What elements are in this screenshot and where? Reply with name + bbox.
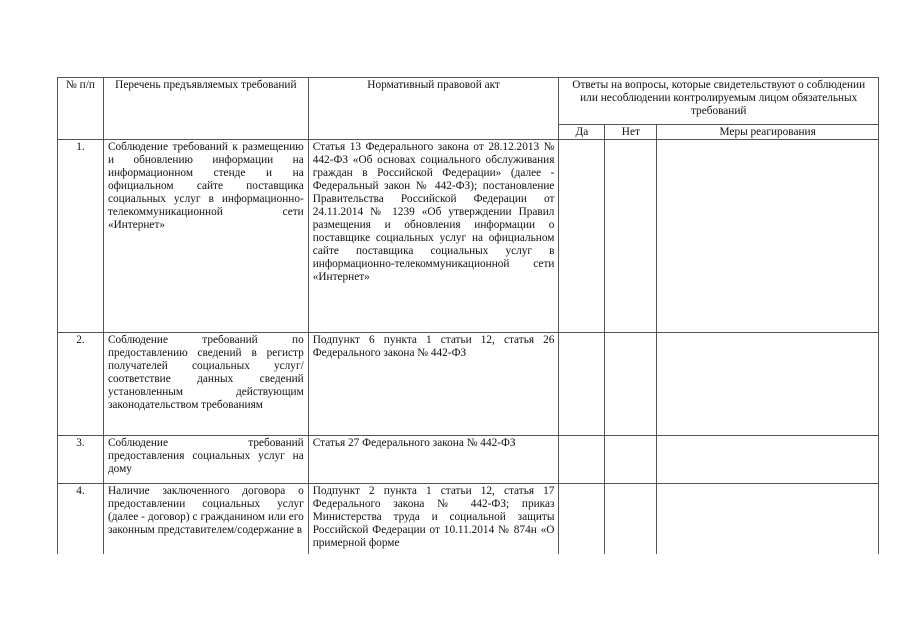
row-measures-cell [657, 333, 879, 436]
header-yes: Да [559, 125, 605, 140]
header-act: Нормативный правовой акт [308, 78, 559, 140]
row-yes-cell [559, 140, 605, 333]
row-num: 2. [58, 333, 104, 436]
table-row [58, 436, 879, 484]
row-act: Статья 13 Федерального закона от 28.12.2013 № 442-ФЗ «Об основах социального обслуживания граждан в Российской Федерации» (далее - Федеральный закон № 442-ФЗ); постановление Правительства Российской Федерации от 24.11.2014 № 1239 «Об утверждении Правил размещения и обновления информации о поставщике социальных услуг на официальном сайте поставщика социальных услуг в информационно-телекоммуникационной сети «Интернет» [308, 140, 559, 333]
row-num: 1. [58, 140, 104, 333]
row-no-cell [605, 436, 657, 484]
table-row [58, 333, 879, 436]
row-no-cell [605, 333, 657, 436]
row-measures-cell [657, 436, 879, 484]
requirements-table [57, 77, 879, 554]
header-answers: Ответы на вопросы, которые свидетельствуют о соблюдении или несоблюдении контролируемым лицом обязательных требований [559, 78, 879, 125]
header-requirements: Перечень предъявляемых требований [103, 78, 308, 140]
row-requirement: Соблюдение требований по предоставлению сведений в регистр получателей социальных услуг/соответствие данных сведений установленным действующим законодательством требованиям [103, 333, 308, 436]
header-measures: Меры реагирования [657, 125, 879, 140]
row-act: Подпункт 6 пункта 1 статьи 12, статья 26 Федерального закона № 442-ФЗ [308, 333, 559, 436]
row-num: 4. [58, 484, 104, 555]
row-num: 3. [58, 436, 104, 484]
row-no-cell [605, 140, 657, 333]
table-clip [57, 77, 879, 554]
row-act: Подпункт 2 пункта 1 статьи 12, статья 17 Федерального закона № 442-ФЗ; приказ Министерства труда и социальной защиты Российской Федерации от 10.11.2014 № 874н «О примерной форме [308, 484, 559, 555]
table-row [58, 140, 879, 333]
row-act: Статья 27 Федерального закона № 442-ФЗ [308, 436, 559, 484]
row-no-cell [605, 484, 657, 555]
table-row [58, 484, 879, 555]
row-requirement: Соблюдение требований предоставления социальных услуг на дому [103, 436, 308, 484]
row-yes-cell [559, 333, 605, 436]
row-yes-cell [559, 436, 605, 484]
header-num: № п/п [58, 78, 104, 140]
row-yes-cell [559, 484, 605, 555]
row-requirement: Соблюдение требований к размещению и обновлению информации на информационном стенде и на официальном сайте поставщика социальных услуг в информационно-телекоммуникационной сети «Интернет» [103, 140, 308, 333]
row-requirement: Наличие заключенного договора о предоставлении социальных услуг (далее - договор) с гражданином или его законным представителем/содержание в [103, 484, 308, 555]
row-measures-cell [657, 484, 879, 555]
header-no: Нет [605, 125, 657, 140]
row-measures-cell [657, 140, 879, 333]
